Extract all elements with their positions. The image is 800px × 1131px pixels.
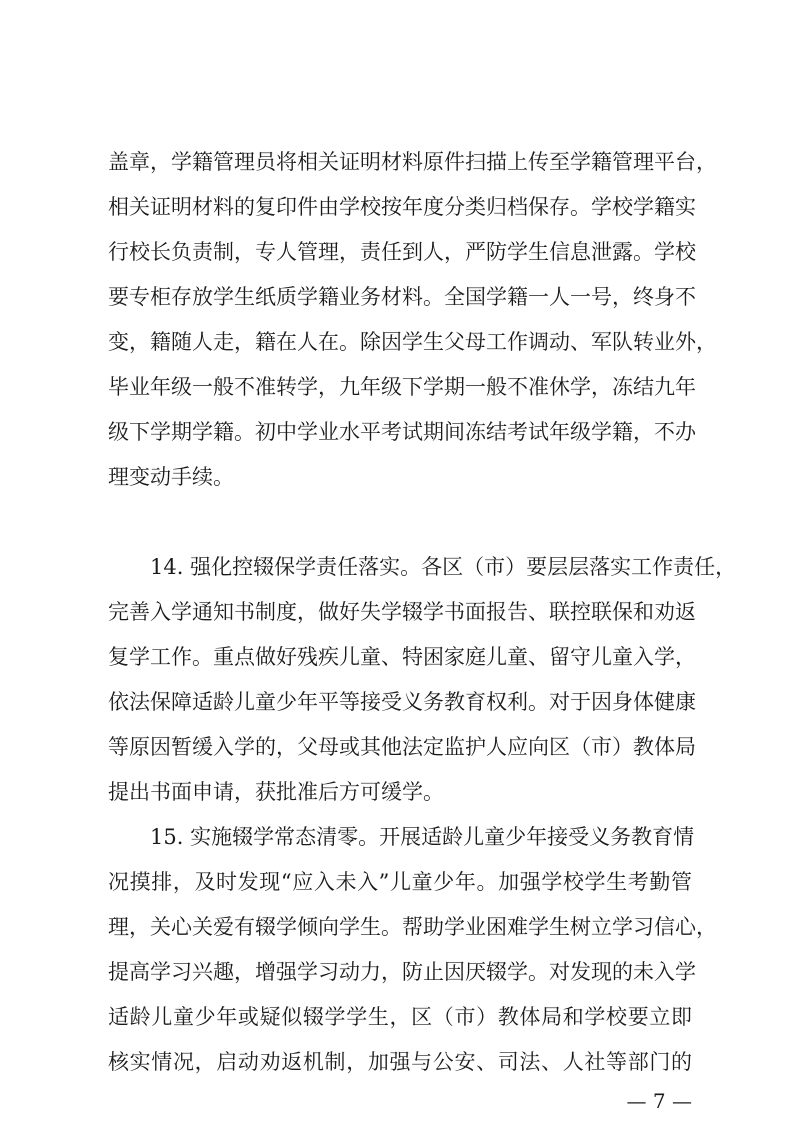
- paragraph-line: 等原因暂缓入学的，父母或其他法定监护人应向区（市）教体局: [108, 735, 696, 759]
- paragraph-line: 相关证明材料的复印件由学校按年度分类归档保存。学校学籍实: [108, 195, 696, 219]
- paragraph-line: 行校长负责制，专人管理，责任到人，严防学生信息泄露。学校: [108, 240, 696, 264]
- paragraph-line: 提出书面申请，获批准后方可缓学。: [108, 780, 444, 804]
- paragraph-line: 况摸排，及时发现“应入未入”儿童少年。加强学校学生考勤管: [108, 870, 692, 894]
- paragraph-line: 级下学期学籍。初中学业水平考试期间冻结考试年级学籍，不办: [108, 420, 696, 444]
- paragraph-line: 变，籍随人走，籍在人在。除因学生父母工作调动、军队转业外，: [108, 330, 717, 354]
- paragraph-line: 依法保障适龄儿童少年平等接受义务教育权利。对于因身体健康: [108, 690, 696, 714]
- paragraph-line: 复学工作。重点做好残疾儿童、特困家庭儿童、留守儿童入学，: [108, 645, 696, 669]
- paragraph-line: 毕业年级一般不准转学，九年级下学期一般不准休学，冻结九年: [108, 375, 696, 399]
- paragraph-line: 15. 实施辍学常态清零。开展适龄儿童少年接受义务教育情: [150, 825, 695, 849]
- paragraph-line: 理，关心关爱有辍学倾向学生。帮助学业困难学生树立学习信心，: [108, 915, 717, 939]
- paragraph-line: 14. 强化控辍保学责任落实。各区（市）要层层落实工作责任，: [150, 555, 737, 579]
- paragraph-line: 盖章，学籍管理员将相关证明材料原件扫描上传至学籍管理平台，: [108, 150, 717, 174]
- page-number: — 7 —: [626, 1089, 692, 1113]
- paragraph-line: 理变动手续。: [108, 465, 234, 489]
- paragraph-line: 完善入学通知书制度，做好失学辍学书面报告、联控联保和劝返: [108, 600, 696, 624]
- paragraph-line: 适龄儿童少年或疑似辍学学生，区（市）教体局和学校要立即: [108, 1005, 692, 1029]
- paragraph-line: 提高学习兴趣，增强学习动力，防止因厌辍学。对发现的未入学: [108, 960, 696, 984]
- paragraph-line: 要专柜存放学生纸质学籍业务材料。全国学籍一人一号，终身不: [108, 285, 696, 309]
- paragraph-line: 核实情况，启动劝返机制，加强与公安、司法、人社等部门的: [108, 1050, 692, 1074]
